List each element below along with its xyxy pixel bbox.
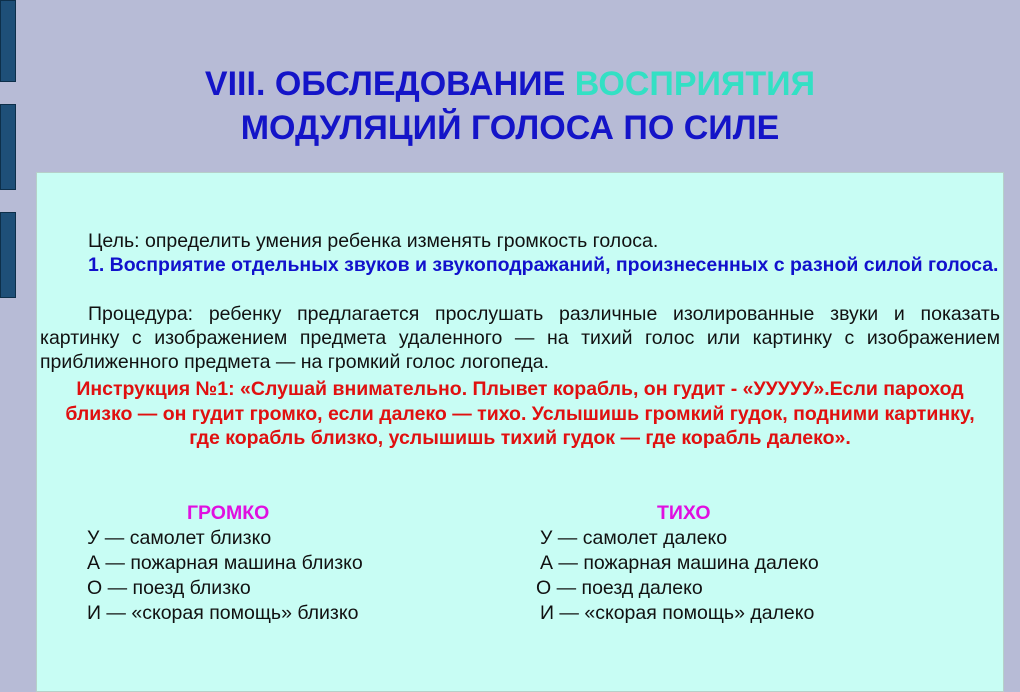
point-1-content: 1. Восприятие отдельных звуков и звукоподражаний, произнесенных с разной силой голоса. bbox=[88, 254, 999, 276]
procedure-text bbox=[40, 302, 1000, 374]
title-line2: МОДУЛЯЦИЙ ГОЛОСА ПО СИЛЕ bbox=[240, 109, 780, 147]
loud-column-header: ГРОМКО bbox=[187, 502, 270, 524]
instruction-text bbox=[40, 377, 1000, 451]
slide-title bbox=[0, 62, 1020, 150]
quiet-item-4: И — «скорая помощь» далеко bbox=[540, 602, 815, 624]
loud-item-4: И — «скорая помощь» близко bbox=[87, 602, 359, 624]
quiet-item-2: А — пожарная машина далеко bbox=[540, 552, 819, 574]
quiet-item-3: О — поезд далеко bbox=[536, 577, 703, 599]
goal-text bbox=[40, 229, 1000, 253]
title-line1-part1: VIII. ОБСЛЕДОВАНИЕ bbox=[204, 65, 575, 103]
procedure-content: Процедура: ребенку предлагается прослушать различные изолированные звуки и показать картинку с изображением предмета удаленного — на тихий голос или картинку с изображением приближенного предмета — на громкий голос логопеда. bbox=[40, 303, 1000, 373]
loud-item-3: О — поезд близко bbox=[87, 577, 251, 599]
loud-item-1: У — самолет близко bbox=[87, 527, 272, 549]
point-1-text bbox=[40, 253, 1000, 277]
goal-text-content: Цель: определить умения ребенка изменять громкость голоса. bbox=[88, 230, 659, 252]
quiet-item-1: У — самолет далеко bbox=[540, 527, 728, 549]
loud-item-2: А — пожарная машина близко bbox=[87, 552, 363, 574]
instruction-content: Инструкция №1: «Слушай внимательно. Плывет корабль, он гудит - «УУУУУ».Если пароход близко — он гудит громко, если далеко — тихо. Услышишь громкий гудок, подними картинку, где корабль близко, услышишь тихий гудок — где корабль далеко». bbox=[65, 378, 975, 449]
quiet-column-header: ТИХО bbox=[657, 502, 711, 524]
title-line1-accent: ВОСПРИЯТИЯ bbox=[574, 65, 816, 103]
left-tab-3 bbox=[0, 212, 16, 298]
